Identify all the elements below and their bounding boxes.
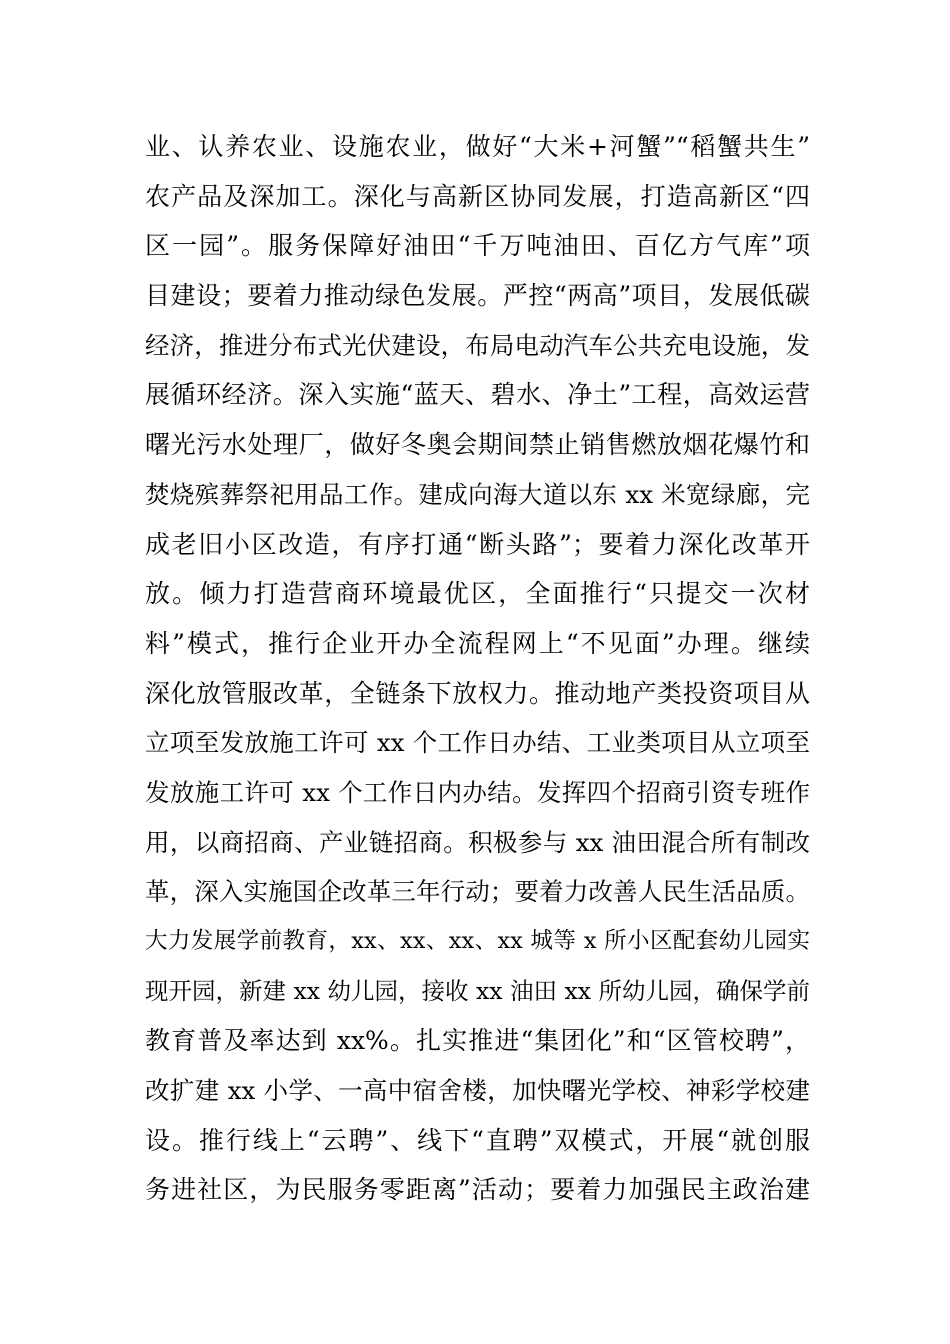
text-line-10: 放。倾力打造营商环境最优区，全面推行“只提交一次材 bbox=[145, 579, 810, 609]
text-line-1: 业、认养农业、设施农业，做好“大米+河蟹”“稻蟹共生” bbox=[145, 132, 810, 161]
text-line-18: 现开园，新建 xx 幼儿园，接收 xx 油田 xx 所幼儿园，确保学前 bbox=[145, 976, 810, 1005]
body-text bbox=[145, 122, 810, 1215]
text-line-14: 发放施工许可 xx 个工作日内办结。发挥四个招商引资专班作 bbox=[145, 777, 810, 807]
text-line-22: 务进社区，为民服务零距离”活动；要着力加强民主政治建 bbox=[145, 1175, 810, 1205]
text-line-19: 教育普及率达到 xx%。扎实推进“集团化”和“区管校聘”， bbox=[145, 1026, 810, 1056]
text-line-7: 曙光污水处理厂，做好冬奥会期间禁止销售燃放烟花爆竹和 bbox=[145, 430, 810, 460]
text-line-21: 设。推行线上“云聘”、线下“直聘”双模式，开展“就创服 bbox=[145, 1125, 810, 1155]
text-line-9: 成老旧小区改造，有序打通“断头路”；要着力深化改革开 bbox=[145, 529, 810, 559]
text-line-8: 焚烧殡葬祭祀用品工作。建成向海大道以东 xx 米宽绿廊，完 bbox=[145, 479, 810, 509]
text-line-13: 立项至发放施工许可 xx 个工作日办结、工业类项目从立项至 bbox=[145, 728, 810, 758]
text-line-17: 大力发展学前教育，xx、xx、xx、xx 城等 x 所小区配套幼儿园实 bbox=[145, 928, 810, 954]
text-line-2: 农产品及深加工。深化与高新区协同发展，打造高新区“四 bbox=[145, 181, 810, 211]
text-line-3: 区一园”。服务保障好油田“千万吨油田、百亿方气库”项 bbox=[145, 231, 810, 261]
text-line-20: 改扩建 xx 小学、一高中宿舍楼，加快曙光学校、神彩学校建 bbox=[145, 1076, 810, 1106]
text-line-6: 展循环经济。深入实施“蓝天、碧水、净土”工程，高效运营 bbox=[145, 380, 810, 410]
text-line-15: 用，以商招商、产业链招商。积极参与 xx 油田混合所有制改 bbox=[145, 827, 810, 857]
text-line-12: 深化放管服改革，全链条下放权力。推动地产类投资项目从 bbox=[145, 678, 810, 708]
text-line-5: 经济，推进分布式光伏建设，布局电动汽车公共充电设施，发 bbox=[145, 330, 810, 360]
text-line-11: 料”模式，推行企业开办全流程网上“不见面”办理。继续 bbox=[145, 628, 810, 658]
text-line-16: 革，深入实施国企改革三年行动；要着力改善人民生活品质。 bbox=[145, 877, 810, 907]
text-line-4: 目建设；要着力推动绿色发展。严控“两高”项目，发展低碳 bbox=[145, 281, 810, 311]
